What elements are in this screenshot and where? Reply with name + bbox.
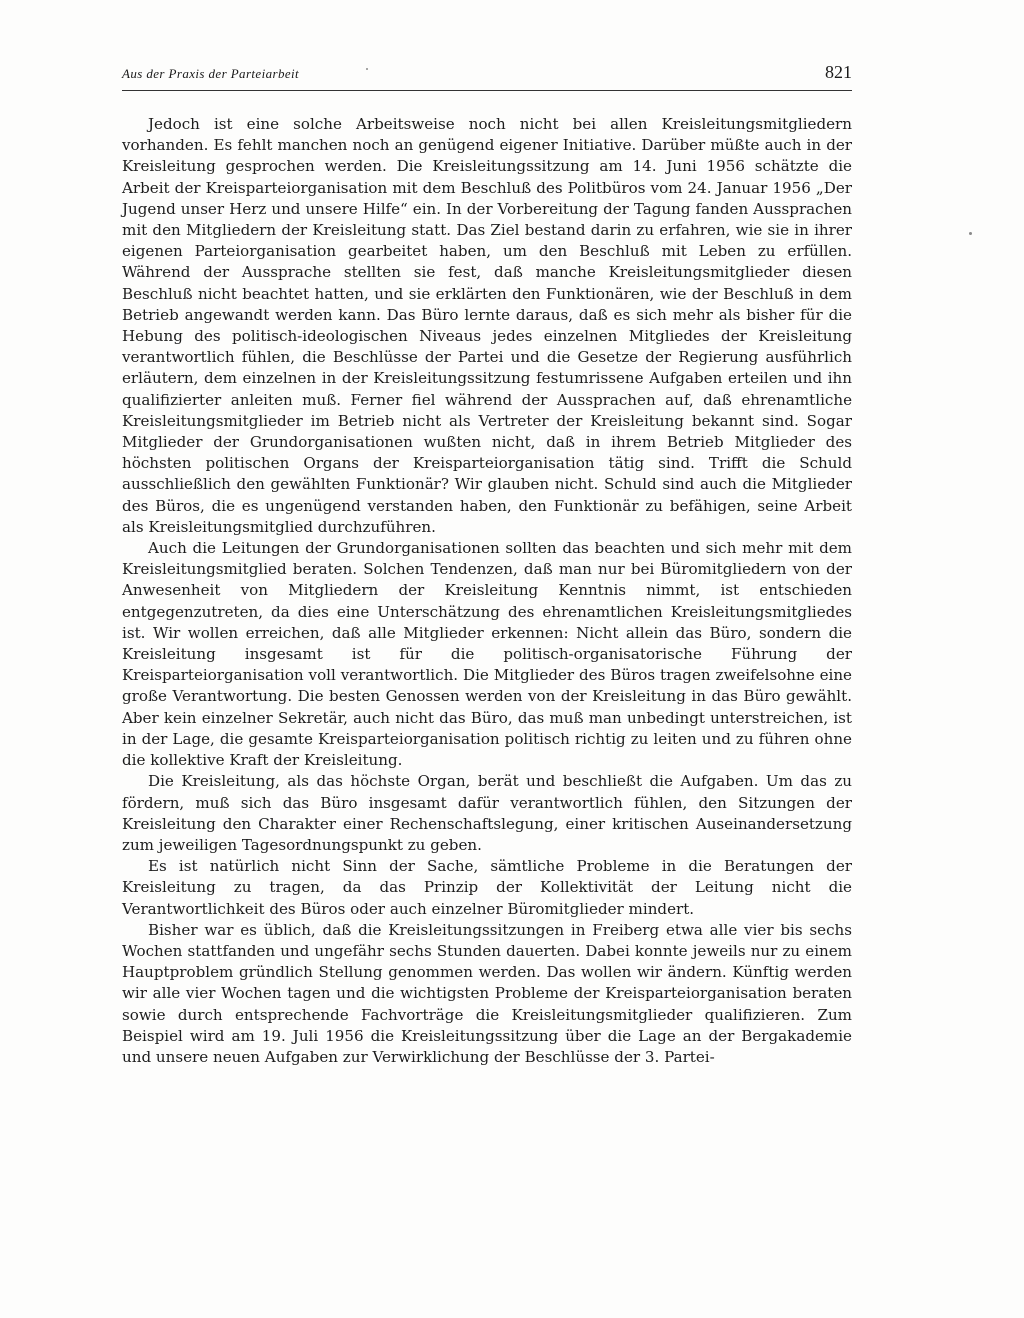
page-number: 821 bbox=[825, 62, 852, 82]
paragraph: Jedoch ist eine solche Arbeitsweise noch nicht bei allen Kreisleitungsmitgliedern vorhanden. Es fehlt manchen noch an genügend eigener Initiative. Darüber müßte auch in der Kreisleitung gesprochen werden. Die Kreisleitungssitzung am 14. Juni 1956 schätzte die Arbeit der Kreisparteiorganisation mit dem Beschluß des Politbüros vom 24. Januar 1956 „Der Jugend unser Herz und unsere Hilfe“ ein. In der Vorbereitung der Tagung fanden Aussprachen mit den Mitgliedern der Kreisleitung statt. Das Ziel bestand darin zu erfahren, wie sie in ihrer eigenen Parteiorganisation gearbeitet haben, um den Beschluß mit Leben zu erfüllen. Während der Aussprache stellten sie fest, daß manche Kreisleitungsmitglieder diesen Beschluß nicht beachtet hatten, und sie erklärten den Funktionären, wie der Beschluß in dem Betrieb angewandt werden kann. Das Büro lernte daraus, daß es sich mehr als bisher für die Hebung des politisch-ideologischen Niveaus jedes einzelnen Mitgliedes der Kreisleitung verantwortlich fühlen, die Beschlüsse der Partei und die Gesetze der Regierung ausführlich erläutern, dem einzelnen in der Kreisleitungssitzung festumrissene Aufgaben erteilen und ihn qualifizierter anleiten muß. Ferner fiel während der Aussprachen auf, daß ehrenamtliche Kreisleitungsmitglieder im Betrieb nicht als Vertreter der Kreisleitung bekannt sind. Sogar Mitglieder der Grundorganisationen wußten nicht, daß in ihrem Betrieb Mitglieder des höchsten politischen Organs der Kreisparteiorganisation tätig sind. Trifft die Schuld ausschließlich den gewählten Funktionär? Wir glauben nicht. Schuld sind auch die Mitglieder des Büros, die es ungenügend verstanden haben, den Funktionär zu befähigen, seine Arbeit als Kreisleitungsmitglied durchzuführen. bbox=[122, 115, 852, 536]
paragraph: Die Kreisleitung, als das höchste Organ, berät und beschließt die Aufgaben. Um das zu fördern, muß sich das Büro insgesamt dafür verantwortlich fühlen, den Sitzungen der Kreisleitung den Charakter einer Rechenschaftslegung, einer kritischen Auseinandersetzung zum jeweiligen Tagesordnungspunkt zu geben. bbox=[122, 772, 852, 854]
paragraph: Es ist natürlich nicht Sinn der Sache, sämtliche Probleme in die Beratungen der Kreisleitung zu tragen, da das Prinzip der Kollektivität der Leitung nicht die Verantwortlichkeit des Büros oder auch einzelner Büromitglieder mindert. bbox=[122, 857, 852, 918]
body-text bbox=[122, 114, 852, 1068]
scan-speck bbox=[969, 232, 972, 235]
running-header bbox=[122, 58, 852, 91]
paragraph: Auch die Leitungen der Grundorganisationen sollten das beachten und sich mehr mit dem Kreisleitungsmitglied beraten. Solchen Tendenzen, daß man nur bei Büromitgliedern von der Anwesenheit von Mitgliedern der Kreisleitung Kenntnis nimmt, ist entschieden entgegenzutreten, da dies eine Unterschätzung des ehrenamtlichen Kreisleitungsmitgliedes ist. Wir wollen erreichen, daß alle Mitglieder erkennen: Nicht allein das Büro, sondern die Kreisleitung insgesamt ist für die politisch-organisatorische Führung der Kreisparteiorganisation voll verantwortlich. Die Mitglieder des Büros tragen zweifelsohne eine große Verantwortung. Die besten Genossen werden von der Kreisleitung in das Büro gewählt. Aber kein einzelner Sekretär, auch nicht das Büro, das muß man unbedingt unterstreichen, ist in der Lage, die gesamte Kreisparteiorganisation politisch richtig zu leiten und zu führen ohne die kollektive Kraft der Kreisleitung. bbox=[122, 539, 852, 770]
running-title: Aus der Praxis der Parteiarbeit bbox=[122, 66, 300, 81]
scan-speck bbox=[366, 68, 368, 70]
paragraph: Bisher war es üblich, daß die Kreisleitungssitzungen in Freiberg etwa alle vier bis sechs Wochen stattfanden und ungefähr sechs Stunden dauerten. Dabei konnte jeweils nur zu einem Hauptproblem gründlich Stellung genommen werden. Das wollen wir ändern. Künftig werden wir alle vier Wochen tagen und die wichtigsten Probleme der Kreisparteiorganisation beraten sowie durch entsprechende Fachvorträge die Kreisleitungsmitglieder qualifizieren. Zum Beispiel wird am 19. Juli 1956 die Kreisleitungssitzung über die Lage an der Bergakademie und unsere neuen Aufgaben zur Verwirklichung der Beschlüsse der 3. Partei- bbox=[122, 920, 852, 1066]
